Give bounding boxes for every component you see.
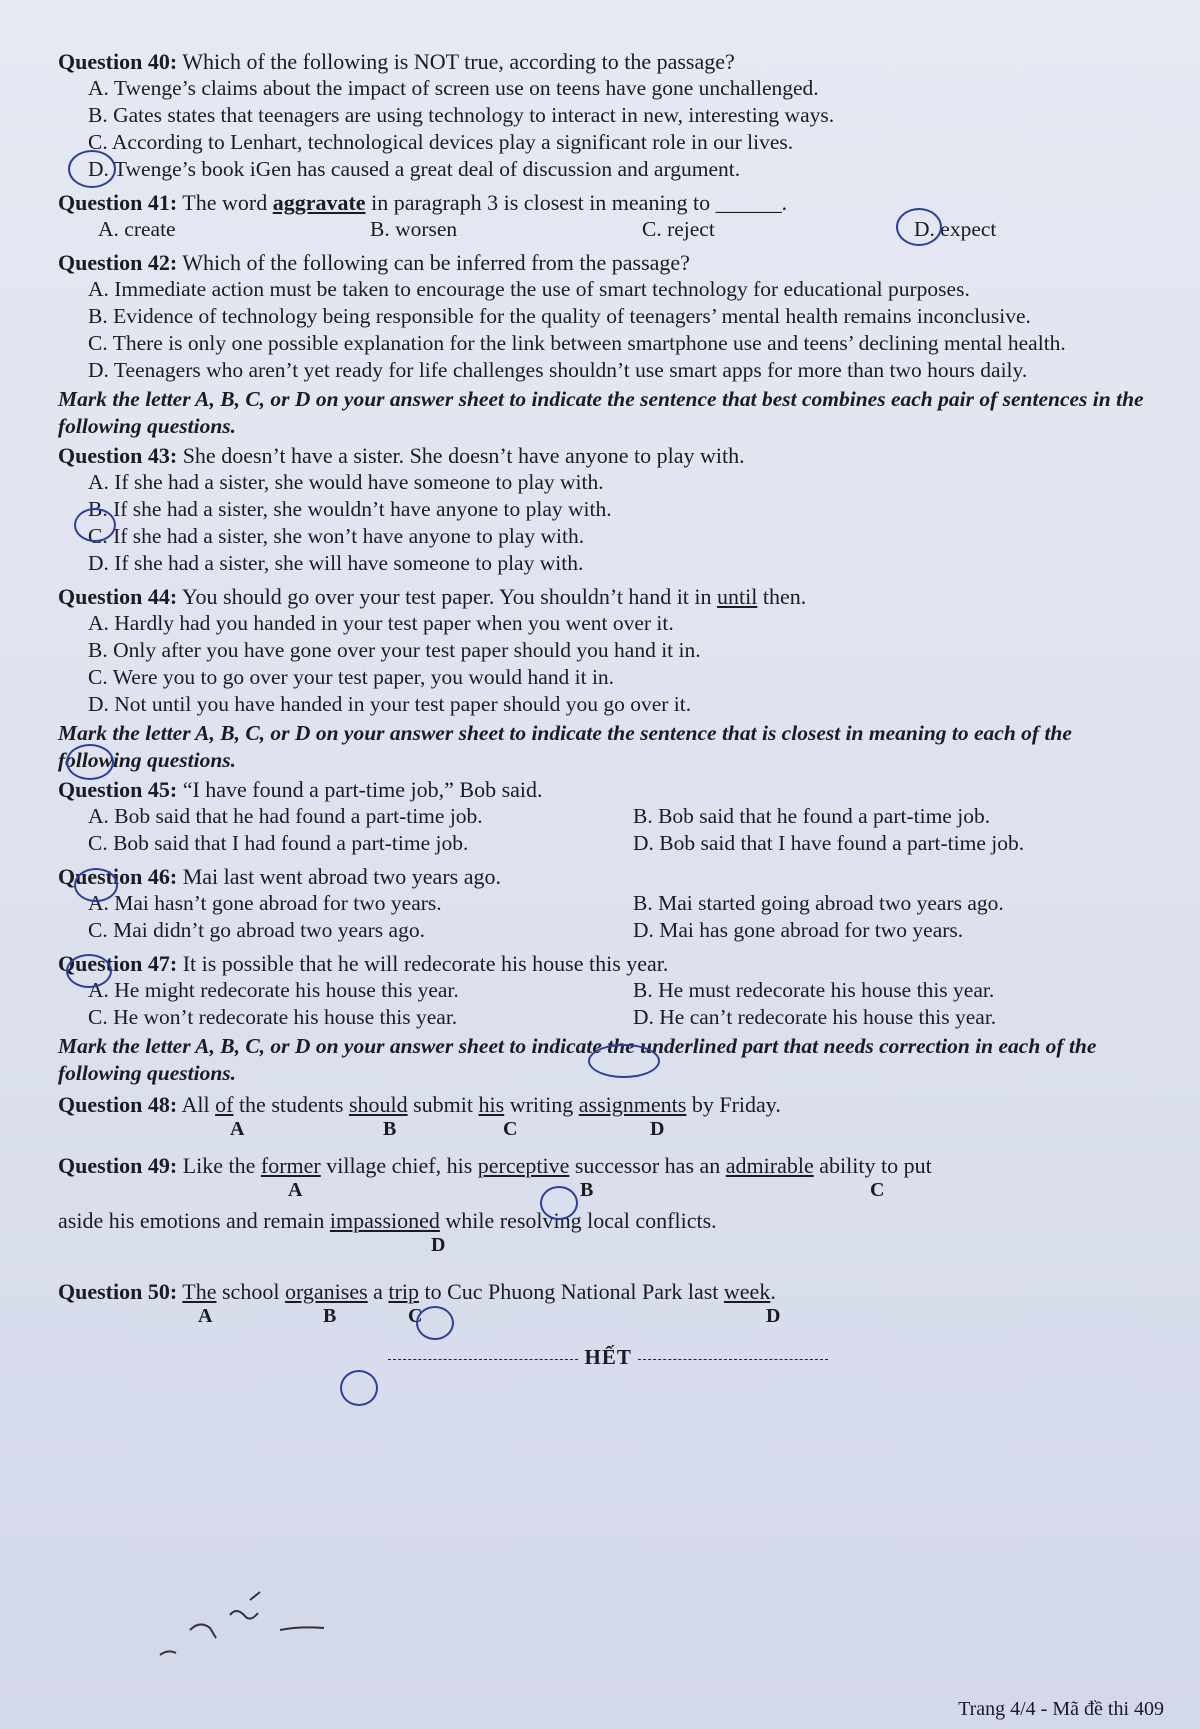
question-43-text: She doesn’t have a sister. She doesn’t have anyone to play with. (182, 443, 745, 468)
question-49 (58, 1152, 1158, 1179)
q50-letter-c: C (408, 1305, 423, 1327)
q48-text-2: the students (233, 1092, 349, 1117)
question-44 (58, 583, 1158, 610)
q48-text-4: writing (504, 1092, 579, 1117)
q48-part-a[interactable]: of (215, 1092, 234, 1117)
question-41-label: Question 41: (58, 190, 178, 215)
q43-option-d[interactable]: D. If she had a sister, she will have someone to play with. (88, 551, 584, 575)
q46-option-b[interactable]: B. Mai started going abroad two years ago. (633, 891, 1004, 915)
question-48 (58, 1091, 1158, 1118)
q42-option-a[interactable]: A. Immediate action must be taken to encourage the use of smart technology for educational purposes. (88, 277, 970, 301)
q50-text-1: school (216, 1279, 285, 1304)
end-text: HẾT (584, 1345, 632, 1369)
q43-option-b[interactable]: B. If she had a sister, she wouldn’t have anyone to play with. (88, 497, 612, 521)
question-43-label: Question 43: (58, 443, 178, 468)
question-47-label: Question 47: (58, 951, 178, 976)
q49-letter-b: B (580, 1179, 594, 1201)
end-marker (58, 1345, 1158, 1370)
q41-option-c[interactable]: C. reject (642, 217, 715, 241)
q49-part-d[interactable]: impassioned (329, 1208, 440, 1233)
q46-option-d[interactable]: D. Mai has gone abroad for two years. (633, 918, 964, 942)
question-44-label: Question 44: (58, 584, 178, 609)
question-49-label: Question 49: (58, 1153, 178, 1178)
q45-option-a[interactable]: A. Bob said that he had found a part-time job. (88, 804, 483, 828)
q49-text-4: ability to put (813, 1153, 932, 1178)
question-44-underlined: until (717, 584, 758, 609)
q50-part-a[interactable]: The (182, 1279, 217, 1304)
q50-letters (58, 1305, 1158, 1333)
end-rule-right (638, 1359, 828, 1360)
question-44-text-a: You should go over your test paper. You shouldn’t hand it in (181, 584, 718, 609)
page-footer: Trang 4/4 - Mã đề thi 409 (958, 1698, 1164, 1720)
q48-letter-d: D (650, 1118, 665, 1140)
question-46 (58, 863, 1158, 890)
q50-part-b[interactable]: organises (284, 1279, 368, 1304)
q43-option-c[interactable]: C. If she had a sister, she won’t have anyone to play with. (88, 524, 585, 548)
q41-option-a[interactable]: A. create (98, 217, 176, 241)
q43-option-a[interactable]: A. If she had a sister, she would have someone to play with. (88, 470, 604, 494)
q40-option-d[interactable]: D. Twenge’s book iGen has caused a great deal of discussion and argument. (88, 157, 741, 181)
handwritten-scribble (140, 1560, 340, 1680)
question-47 (58, 950, 1158, 977)
q40-option-b[interactable]: B. Gates states that teenagers are using technology to interact in new, interesting ways. (88, 103, 835, 127)
q42-option-c[interactable]: C. There is only one possible explanation for the link between smartphone use and teens’ declining mental health. (88, 331, 1066, 355)
q48-text-5: by Friday. (686, 1092, 781, 1117)
question-46-label: Question 46: (58, 864, 178, 889)
instruction-closest-meaning: Mark the letter A, B, C, or D on your answer sheet to indicate the sentence that is closest in meaning to each of the following questions. (58, 721, 1072, 772)
q45-option-d[interactable]: D. Bob said that I have found a part-time job. (633, 831, 1025, 855)
q47-options (58, 977, 1158, 1031)
q46-option-c[interactable]: C. Mai didn’t go abroad two years ago. (88, 918, 425, 942)
question-46-text: Mai last went abroad two years ago. (182, 864, 501, 889)
q47-option-d[interactable]: D. He can’t redecorate his house this year. (633, 1005, 997, 1029)
question-40-label: Question 40: (58, 49, 178, 74)
instruction-correction: Mark the letter A, B, C, or D on your answer sheet to indicate the underlined part that needs correction in each of the following questions. (58, 1034, 1097, 1085)
q41-option-d[interactable]: D. expect (914, 217, 997, 241)
question-41-text-b: in paragraph 3 is closest in meaning to ______. (365, 190, 788, 215)
question-41-text-a: The word (182, 190, 273, 215)
exam-page (58, 48, 1158, 1370)
q49-text-5: aside his emotions and remain (58, 1208, 330, 1233)
q44-option-a[interactable]: A. Hardly had you handed in your test paper when you went over it. (88, 611, 674, 635)
q48-letter-c: C (503, 1118, 518, 1140)
q42-option-b[interactable]: B. Evidence of technology being responsible for the quality of teenagers’ mental health remains inconclusive. (88, 304, 1031, 328)
q49-letters-row1 (58, 1179, 1158, 1207)
q50-text-2: a (367, 1279, 389, 1304)
q50-part-d[interactable]: week (723, 1279, 771, 1304)
q40-option-a[interactable]: A. Twenge’s claims about the impact of screen use on teens have gone unchallenged. (88, 76, 819, 100)
question-42-label: Question 42: (58, 250, 178, 275)
q44-option-d[interactable]: D. Not until you have handed in your test paper should you go over it. (88, 692, 692, 716)
q48-part-d[interactable]: assignments (578, 1092, 687, 1117)
question-44-text-b: then. (757, 584, 807, 609)
q44-option-c[interactable]: C. Were you to go over your test paper, you would hand it in. (88, 665, 615, 689)
question-43 (58, 442, 1158, 469)
q48-part-b[interactable]: should (348, 1092, 408, 1117)
q50-part-c[interactable]: trip (388, 1279, 419, 1304)
q50-letter-d: D (766, 1305, 781, 1327)
q49-letters-row2 (58, 1234, 1158, 1262)
q49-letter-a: A (288, 1179, 303, 1201)
q49-text-2: village chief, his (320, 1153, 478, 1178)
question-49-line2 (58, 1207, 1158, 1234)
question-48-label: Question 48: (58, 1092, 178, 1117)
q49-text-6: while resolving local conflicts. (439, 1208, 717, 1233)
answer-circle-q50-b (340, 1370, 378, 1406)
q45-option-c[interactable]: C. Bob said that I had found a part-time job. (88, 831, 469, 855)
q49-text-1: Like the (182, 1153, 261, 1178)
q47-option-b[interactable]: B. He must redecorate his house this year. (633, 978, 995, 1002)
question-41 (58, 189, 1158, 216)
question-42-text: Which of the following can be inferred from the passage? (182, 250, 690, 275)
question-40-text: Which of the following is NOT true, according to the passage? (182, 49, 735, 74)
q42-option-d[interactable]: D. Teenagers who aren’t yet ready for life challenges shouldn’t use smart apps for more than two hours daily. (88, 358, 1028, 382)
q45-option-b[interactable]: B. Bob said that he found a part-time job. (633, 804, 991, 828)
q47-option-a[interactable]: A. He might redecorate his house this year. (88, 978, 459, 1002)
q50-letter-b: B (323, 1305, 337, 1327)
q48-letter-b: B (383, 1118, 397, 1140)
q41-option-b[interactable]: B. worsen (370, 217, 458, 241)
q49-part-c[interactable]: admirable (725, 1153, 814, 1178)
q50-text-4: . (770, 1279, 776, 1304)
q47-option-c[interactable]: C. He won’t redecorate his house this year. (88, 1005, 458, 1029)
q48-letter-a: A (230, 1118, 245, 1140)
q49-letter-d: D (431, 1234, 446, 1256)
q49-part-b[interactable]: perceptive (477, 1153, 570, 1178)
q40-option-c[interactable]: C. According to Lenhart, technological devices play a significant role in our lives. (88, 130, 794, 154)
q46-option-a[interactable]: A. Mai hasn’t gone abroad for two years. (88, 891, 442, 915)
question-50-label: Question 50: (58, 1279, 178, 1304)
q48-text-1: All (181, 1092, 216, 1117)
q50-letter-a: A (198, 1305, 213, 1327)
question-50 (58, 1278, 1158, 1305)
q49-part-a[interactable]: former (260, 1153, 321, 1178)
q46-options (58, 890, 1158, 944)
q48-letters (58, 1118, 1158, 1146)
end-rule-left (388, 1359, 578, 1360)
question-45 (58, 776, 1158, 803)
question-47-text: It is possible that he will redecorate his house this year. (182, 951, 669, 976)
q41-options (58, 216, 1158, 243)
question-42 (58, 249, 1158, 276)
question-45-text: “I have found a part-time job,” Bob said. (182, 777, 543, 802)
question-45-label: Question 45: (58, 777, 178, 802)
q48-part-c[interactable]: his (478, 1092, 505, 1117)
q44-option-b[interactable]: B. Only after you have gone over your test paper should you hand it in. (88, 638, 701, 662)
question-41-keyword: aggravate (272, 190, 366, 215)
q49-text-3: successor has an (569, 1153, 726, 1178)
instruction-combine: Mark the letter A, B, C, or D on your answer sheet to indicate the sentence that best combines each pair of sentences in the following questions. (58, 387, 1144, 438)
q45-options (58, 803, 1158, 857)
q48-text-3: submit (407, 1092, 479, 1117)
q49-letter-c: C (870, 1179, 885, 1201)
q50-text-3: to Cuc Phuong National Park last (418, 1279, 724, 1304)
question-40 (58, 48, 1158, 75)
